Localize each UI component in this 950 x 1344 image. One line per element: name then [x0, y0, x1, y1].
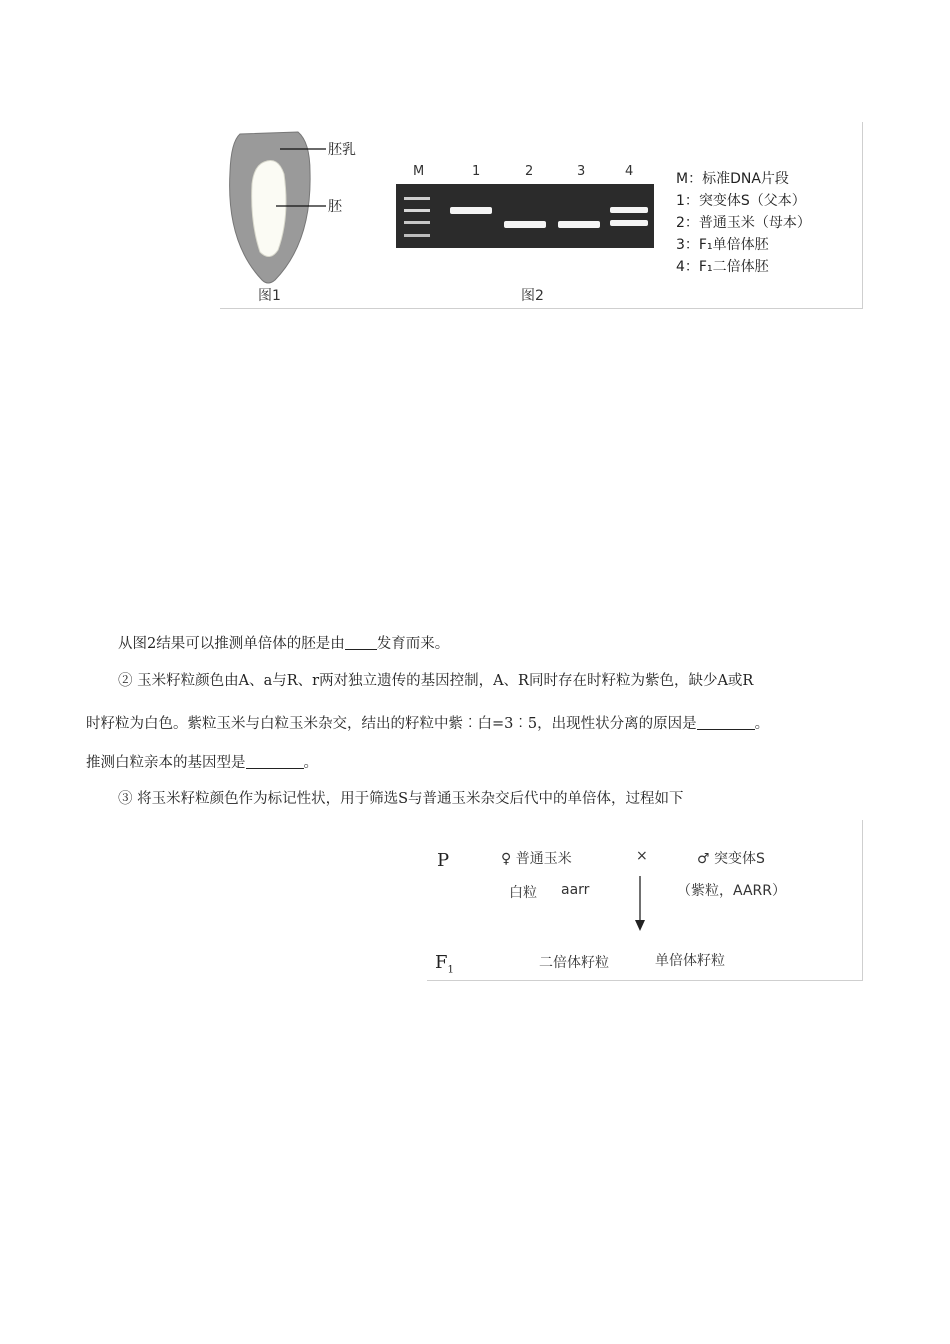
lane1-band	[450, 207, 492, 214]
gel-background	[396, 184, 654, 248]
legend-item: 2：普通玉米（母本）	[676, 215, 811, 231]
marker-band	[404, 234, 430, 237]
paragraph-color-line3	[86, 752, 318, 774]
lane-label-3: 3	[577, 164, 586, 179]
lane3-band	[558, 221, 600, 228]
text-segment: 。	[303, 755, 318, 771]
f1-generation-label	[435, 952, 454, 976]
legend-item: 1：突变体S（父本）	[676, 193, 806, 209]
down-arrow-icon	[632, 876, 648, 932]
legend-item: 4：F₁二倍体胚	[676, 259, 769, 275]
marker-band	[404, 197, 430, 200]
lane-label-M: M	[413, 164, 425, 179]
paragraph-color-line2	[86, 713, 769, 735]
text-segment: 时籽粒为白色。紫粒玉米与白粒玉米杂交，结出的籽粒中紫︰白=3︰5，出现性状分离的原因是	[86, 716, 697, 732]
text-segment: 。	[754, 716, 770, 732]
lane4-band-lower	[610, 220, 648, 226]
f1-letter: F	[435, 952, 448, 973]
legend-item: 3：F₁单倍体胚	[676, 237, 769, 253]
answer-blank[interactable]	[345, 635, 377, 650]
cross-symbol: ×	[636, 848, 648, 864]
figure2-caption: 图2	[521, 288, 544, 304]
marker-band	[404, 209, 430, 212]
marker-band	[404, 221, 430, 224]
female-genotype: aarr	[561, 882, 590, 898]
embryo-shape	[252, 161, 286, 257]
parent-generation-label: P	[437, 850, 450, 871]
endosperm-label: 胚乳	[328, 142, 356, 158]
lane2-band	[504, 221, 546, 228]
lane-label-1: 1	[472, 164, 481, 179]
paragraph-haploid-origin	[118, 633, 449, 655]
legend-item: M：标准DNA片段	[676, 171, 789, 187]
gel-image	[396, 184, 654, 248]
female-parent: ♀ 普通玉米	[501, 851, 572, 867]
f1-subscript: 1	[447, 964, 454, 976]
gel-legend	[676, 168, 811, 278]
paragraph-marker: ③ 将玉米籽粒颜色作为标记性状，用于筛选S与普通玉米杂交后代中的单倍体，过程如下	[118, 791, 684, 807]
text-segment: 推测白粒亲本的基因型是	[86, 755, 246, 771]
male-parent: ♂ 突变体S	[697, 851, 765, 867]
figure-seed-and-gel	[220, 122, 863, 309]
lane4-band-upper	[610, 207, 648, 213]
figure1-caption: 图1	[258, 288, 281, 304]
lane-label-2: 2	[525, 164, 534, 179]
answer-blank[interactable]	[697, 715, 755, 730]
paragraph-color-line1: ② 玉米籽粒颜色由A、a与R、r两对独立遗传的基因控制，A、R同时存在时籽粒为紫色，缺少A或R	[118, 673, 754, 689]
male-phenotype-genotype: （紫粒，AARR）	[677, 883, 786, 899]
lane-label-4: 4	[625, 164, 634, 179]
figure-cross-scheme	[427, 820, 863, 981]
f1-diploid-seed: 二倍体籽粒	[539, 955, 609, 971]
female-phenotype: 白粒	[509, 885, 537, 901]
f1-haploid-seed: 单倍体籽粒	[655, 953, 725, 969]
answer-blank[interactable]	[246, 754, 304, 769]
embryo-label: 胚	[328, 199, 342, 215]
seed-diagram	[220, 122, 380, 308]
text-segment: 从图2结果可以推测单倍体的胚是由	[118, 636, 345, 652]
text-segment: 发育而来。	[376, 636, 450, 652]
